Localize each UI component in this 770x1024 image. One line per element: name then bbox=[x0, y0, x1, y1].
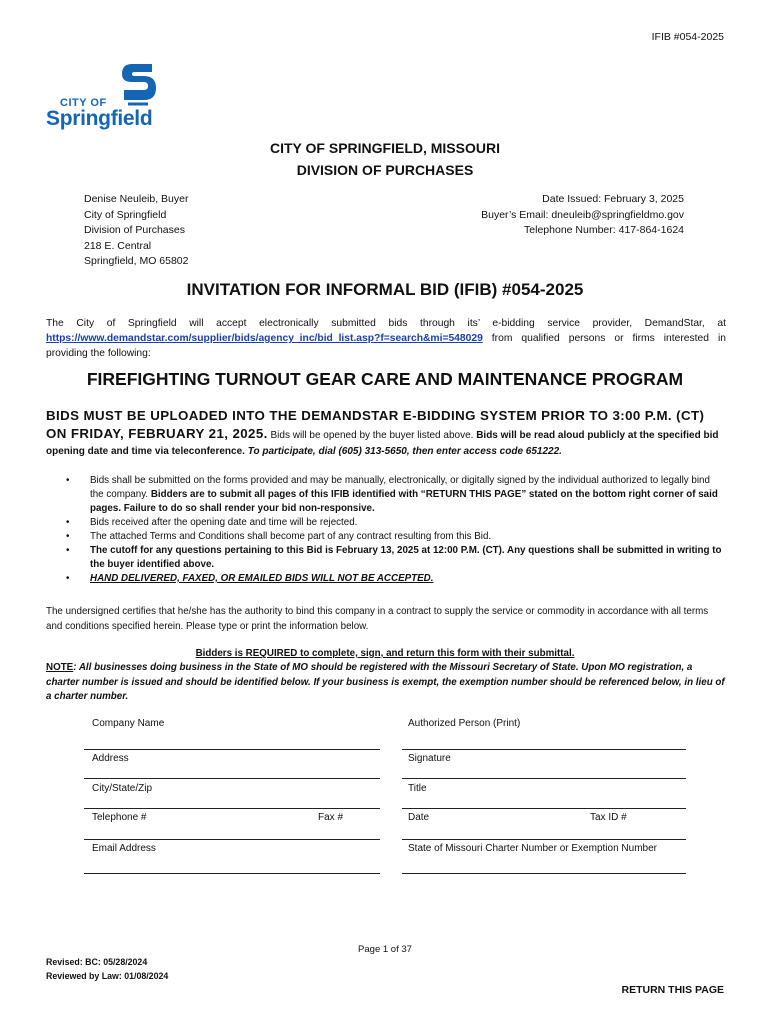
buyer-email: Buyer’s Email: dneuleib@springfieldmo.gov bbox=[481, 208, 684, 221]
bullet-2-text: Bids received after the opening date and time will be rejected. bbox=[90, 517, 358, 528]
demandstar-link[interactable]: https://www.demandstar.com/supplier/bids/agency_inc/bid_list.asp?f=search&mi=548029 bbox=[46, 333, 483, 344]
buyer-division: Division of Purchases bbox=[84, 224, 185, 236]
bullet-1-bold: Bidders are to submit all pages of this IFIB identified with “RETURN THIS PAGE” stated on the bottom right corner of said pages. Failure to do so shall render your bid non-responsive. bbox=[90, 489, 718, 514]
list-item: • Bids shall be submitted on the forms provided and may be manually, electronically, or digitally signed by the individual authorized to legally bind the company. Bidders are to submit all pages of this IFIB identified with “RETURN THIS PAGE” stated on the bottom right corner of said pages. Failure to do so shall render your bid non-responsive. bbox=[66, 475, 718, 514]
intro-text-after: from qualified persons or firms interested in providing the following: bbox=[46, 333, 726, 359]
signature-field[interactable] bbox=[402, 778, 686, 779]
issue-info-block bbox=[481, 192, 684, 239]
requirements-list bbox=[66, 474, 726, 586]
email-field[interactable] bbox=[84, 873, 380, 874]
bullet-1-text: Bids shall be submitted on the forms provided and may be manually, electronically, or digitally signed by the individual authorized to legally bind the company. bbox=[90, 475, 710, 500]
authorized-person-label: Authorized Person (Print) bbox=[408, 718, 521, 729]
reviewed-date: Reviewed by Law: 01/08/2024 bbox=[46, 970, 169, 981]
list-item: • Bids received after the opening date and time will be rejected. bbox=[66, 517, 358, 528]
city-state-zip-label: City/State/Zip bbox=[92, 783, 153, 794]
city-state-zip-field[interactable] bbox=[84, 808, 380, 809]
deadline-paragraph bbox=[46, 408, 726, 460]
buyer-city: Springfield, MO 65802 bbox=[84, 255, 189, 267]
buyer-phone: Telephone Number: 417-864-1624 bbox=[524, 224, 684, 236]
telephone-label: Telephone # bbox=[92, 812, 147, 823]
fax-label: Fax # bbox=[318, 812, 344, 823]
note-label: NOTE bbox=[46, 662, 74, 673]
company-name-label: Company Name bbox=[92, 718, 165, 729]
email-label: Email Address bbox=[92, 843, 156, 854]
deadline-bold: BIDS MUST BE UPLOADED INTO THE DEMANDSTAR E-BIDDING SYSTEM PRIOR TO 3:00 P.M. (CT) ON FRIDAY, FEBRUARY 21, 2025. bbox=[46, 408, 705, 441]
program-title: FIREFIGHTING TURNOUT GEAR CARE AND MAINTENANCE PROGRAM bbox=[86, 369, 684, 389]
deadline-normal: Bids will be opened by the buyer listed above. bbox=[267, 430, 477, 441]
city-logo bbox=[46, 60, 166, 132]
revision-info bbox=[46, 956, 168, 983]
authorized-person-field[interactable] bbox=[402, 749, 686, 750]
note-paragraph bbox=[46, 661, 726, 705]
list-item: • The attached Terms and Conditions shall become part of any contract resulting from this Bid. bbox=[66, 531, 492, 542]
signature-label: Signature bbox=[408, 753, 451, 764]
date-label: Date bbox=[408, 812, 430, 823]
bullet-4-text: The cutoff for any questions pertaining to this Bid is February 13, 2025 at 12:00 P.M. (CT). Any questions shall be submitted in writing to the buyer identified above. bbox=[90, 545, 722, 570]
charter-field[interactable] bbox=[402, 873, 686, 874]
buyer-org: City of Springfield bbox=[84, 208, 167, 221]
logo-name: Springfield bbox=[46, 107, 153, 130]
date-issued: Date Issued: February 3, 2025 bbox=[542, 193, 684, 205]
deadline-read-aloud: Bids will be read aloud publicly at the specified bid opening date and time via teleconference. bbox=[46, 430, 719, 457]
note-text: : All businesses doing business in the State of MO should be registered with the Missouri Secretary of State. Upon MO registration, a charter number is issued and should be identified below. If your business is exempt, the exemption number should be referenced below, in lieu of a charter number. bbox=[46, 662, 725, 702]
charter-label: State of Missouri Charter Number or Exemption Number bbox=[408, 843, 657, 854]
header-city: CITY OF SPRINGFIELD, MISSOURI bbox=[270, 140, 500, 156]
buyer-address-block bbox=[84, 192, 188, 270]
logo-city-of: CITY OF bbox=[60, 97, 107, 109]
header-division: DIVISION OF PURCHASES bbox=[296, 162, 474, 178]
list-item: • The cutoff for any questions pertaining to this Bid is February 13, 2025 at 12:00 P.M. (CT). Any questions shall be submitted in writing to the buyer identified above. bbox=[66, 545, 722, 570]
required-notice: Bidders is REQUIRED to complete, sign, and return this form with their submittal. bbox=[195, 648, 575, 659]
buyer-street: 218 E. Central bbox=[84, 239, 152, 252]
springfield-s-icon bbox=[118, 60, 158, 108]
address-label: Address bbox=[92, 753, 129, 764]
telephone-fax-field[interactable] bbox=[84, 839, 380, 840]
list-item: • HAND DELIVERED, FAXED, OR EMAILED BIDS WILL NOT BE ACCEPTED. bbox=[66, 573, 434, 584]
page-number: Page 1 of 37 bbox=[358, 944, 412, 955]
title-label: Title bbox=[408, 783, 427, 794]
buyer-name: Denise Neuleib, Buyer bbox=[84, 193, 189, 205]
bullet-5-text: HAND DELIVERED, FAXED, OR EMAILED BIDS WILL NOT BE ACCEPTED. bbox=[90, 573, 434, 584]
intro-text: The City of Springfield will accept electronically submitted bids through its’ e-bidding service provider, DemandStar, at bbox=[46, 318, 726, 329]
bullet-3-text: The attached Terms and Conditions shall become part of any contract resulting from this Bid. bbox=[90, 531, 492, 542]
return-this-page: RETURN THIS PAGE bbox=[621, 984, 724, 996]
date-tax-id-field[interactable] bbox=[402, 839, 686, 840]
intro-paragraph bbox=[46, 316, 726, 361]
ifib-title: INVITATION FOR INFORMAL BID (IFIB) #054-2025 bbox=[186, 280, 584, 299]
address-field[interactable] bbox=[84, 778, 380, 779]
revised-date: Revised: BC: 05/28/2024 bbox=[46, 957, 148, 967]
certification-paragraph: The undersigned certifies that he/she has the authority to bind this company in a contract to supply the service or commodity in accordance with all terms and conditions specified herein. Please type or print the information below. bbox=[46, 606, 709, 632]
document-id: IFIB #054-2025 bbox=[651, 31, 724, 43]
company-name-field[interactable] bbox=[84, 749, 380, 750]
title-field[interactable] bbox=[402, 808, 686, 809]
deadline-dial-in: To participate, dial (605) 313-5650, then enter access code 651222. bbox=[247, 446, 562, 457]
tax-id-label: Tax ID # bbox=[590, 812, 627, 823]
